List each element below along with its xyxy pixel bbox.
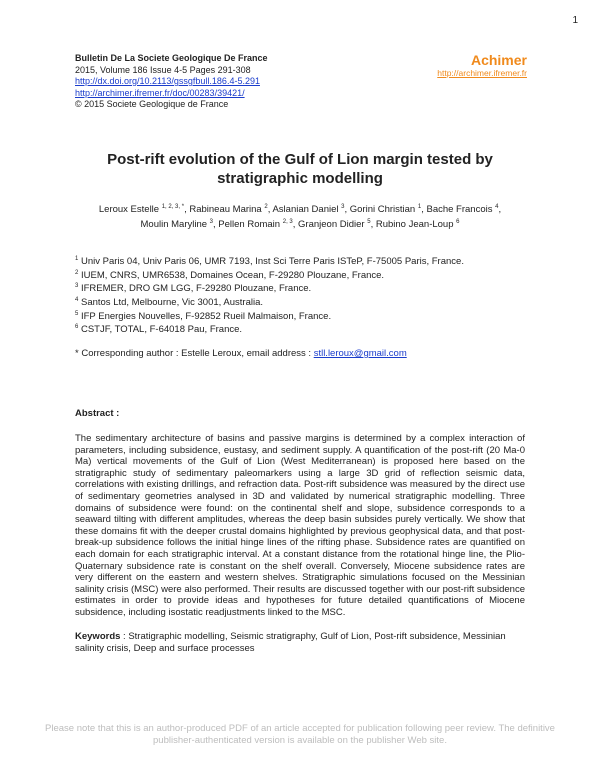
brand-logo: Achimer <box>470 52 527 68</box>
author <box>298 219 371 230</box>
affiliation-number: 4 <box>75 296 79 303</box>
keywords-block <box>75 631 525 654</box>
author <box>189 204 267 215</box>
author-name: Gorini Christian <box>349 204 416 216</box>
keywords-label: Keywords <box>75 631 121 642</box>
author-pdf-notice: Please note that this is an author-produced PDF of an article accepted for publication following peer review. The definitive publisher-authenticated version is available on the publisher Web site. <box>45 723 555 746</box>
page-number: 1 <box>572 15 578 26</box>
author-name: Rubino Jean-Loup <box>375 219 454 231</box>
affiliation-item <box>75 254 464 268</box>
archive-link[interactable]: http://archimer.ifremer.fr/doc/00283/39421/ <box>75 87 245 98</box>
affiliation-text: CSTJF, TOTAL, F-64018 Pau, France. <box>80 324 243 336</box>
affiliation-number: 6 <box>75 324 79 331</box>
author-name: Moulin Maryline <box>140 219 208 231</box>
author <box>426 204 498 215</box>
author-name: Bache Francois <box>426 204 493 216</box>
affiliation-text: IUEM, CNRS, UMR6538, Domaines Ocean, F-29280 Plouzane, France. <box>80 269 385 281</box>
affiliation-number: 2 <box>75 269 79 276</box>
author-list: Leroux Estelle $^{1, 2, 3, *}$, Rabineau Marina $^2$, Aslanian Daniel $^3$, Gorini Christian $^1$, Bache Francois $^4$, Moulin Maryline $^3$, Pellen Romain $^{2, 3}$, Granjeon Didier $^5$, Rubino Jean-Loup $^6$ <box>98 204 502 231</box>
author <box>350 204 421 215</box>
author-affiliation-marker: 2 <box>264 204 268 210</box>
author <box>141 219 214 230</box>
affiliation-item <box>75 295 464 309</box>
author-email-link[interactable]: stll.leroux@gmail.com <box>313 348 407 359</box>
abstract-heading: Abstract : <box>75 408 120 419</box>
journal-name: Bulletin De La Societe Geologique De France <box>75 53 268 63</box>
brand-link[interactable]: http://archimer.ifremer.fr <box>437 68 527 78</box>
affiliation-number: 5 <box>75 310 79 317</box>
author-name: Granjeon Didier <box>298 219 365 231</box>
author <box>272 204 344 215</box>
author <box>99 204 184 215</box>
corresponding-author <box>75 348 407 359</box>
author-affiliation-marker: 6 <box>456 219 460 226</box>
affiliation-text: IFP Energies Nouvelles, F-92852 Rueil Malmaison, France. <box>80 310 332 322</box>
corresponding-label: * Corresponding author : Estelle Leroux, email address : <box>75 348 312 359</box>
author-name: Rabineau Marina <box>189 204 262 216</box>
author-affiliation-marker: 4 <box>495 204 499 210</box>
citation-header <box>75 53 268 111</box>
author-affiliation-marker: 1 <box>417 204 422 210</box>
doi-link[interactable]: http://dx.doi.org/10.2113/gssgfbull.186.4-5.291 <box>75 76 260 86</box>
affiliation-number: 1 <box>75 256 79 262</box>
affiliation-item <box>75 281 464 295</box>
affiliation-item <box>75 322 464 336</box>
author-name: Aslanian Daniel <box>272 204 339 216</box>
copyright: © 2015 Societe Geologique de France <box>75 99 229 109</box>
keywords-text: : Stratigraphic modelling, Seismic stratigraphy, Gulf of Lion, Post-rift subsidence, Messinian salinity crisis, Deep and surface processes <box>75 631 506 654</box>
paper-title: Post-rift evolution of the Gulf of Lion margin tested by stratigraphic modelling <box>107 151 493 187</box>
abstract-text: The sedimentary architecture of basins and passive margins is determined by a complex interaction of parameters, including subsidence, eustasy, and sediment supply. A quantification of the post-rift (20 Ma-0 Ma) vertical movements of the Gulf of Lion (West Mediterranean) is proposed here based on the stratigraphic study of sedimentary paleomarkers using a large 3D grid of reflection seismic data, correlations with existing drillings, and refraction data. Post-rift subsidence was measured by the direct use of sedimentary geometries analysed in 3D and validated by numerical stratigraphic modelling. Three domains of subsidence were found: on the continental shelf and slope, subsidence corresponds to a seaward tilting with different amplitudes, whereas the deep basin subsides purely vertically. We show that these domains fit with the deeper crustal domains highlighted by previous geophysical data, and that post-break-up subsidence follows the initial hinge lines of the rifting phase. Subsidence rates are quantified on each domain for each stratigraphic interval. At a constant distance from the rotational hinge line, the Plio-Quaternary subsidence rate is constant on the shelf overall. Conversely, Miocene subsidence rates are very different on the eastern and western shelves. Stratigraphic simulations focused on the Messinian salinity crisis (MSC) were also performed. Their results are discussed together with our post-rift subsidence estimates in order to provide ideas and hypotheses for future detailed quantifications of Miocene subsidence, including isostatic readjustments linked to the MSC. <box>75 433 525 618</box>
author-affiliation-marker: 5 <box>367 219 371 226</box>
volume-line: 2015, Volume 186 Issue 4-5 Pages 291-308 <box>75 64 251 75</box>
archimer-brand <box>437 52 527 78</box>
affiliation-text: Univ Paris 04, Univ Paris 06, UMR 7193, Inst Sci Terre Paris ISTeP, F-75005 Paris, France. <box>80 256 464 268</box>
author-affiliation-marker: 2, 3 <box>282 219 293 226</box>
affiliation-item <box>75 309 464 323</box>
affiliation-item <box>75 268 464 282</box>
author-name: Leroux Estelle <box>98 204 160 216</box>
author <box>218 219 292 230</box>
author <box>376 219 460 230</box>
author-affiliation-marker: 1, 2, 3, * <box>161 204 185 210</box>
affiliation-number: 3 <box>75 283 79 290</box>
affiliation-text: Santos Ltd, Melbourne, Vic 3001, Australia. <box>80 297 264 309</box>
affiliation-list <box>75 254 464 336</box>
affiliation-text: IFREMER, DRO GM LGG, F-29280 Plouzane, France. <box>80 283 312 295</box>
author-affiliation-marker: 3 <box>209 219 214 226</box>
author-name: Pellen Romain <box>218 219 281 231</box>
author-affiliation-marker: 3 <box>341 204 345 210</box>
